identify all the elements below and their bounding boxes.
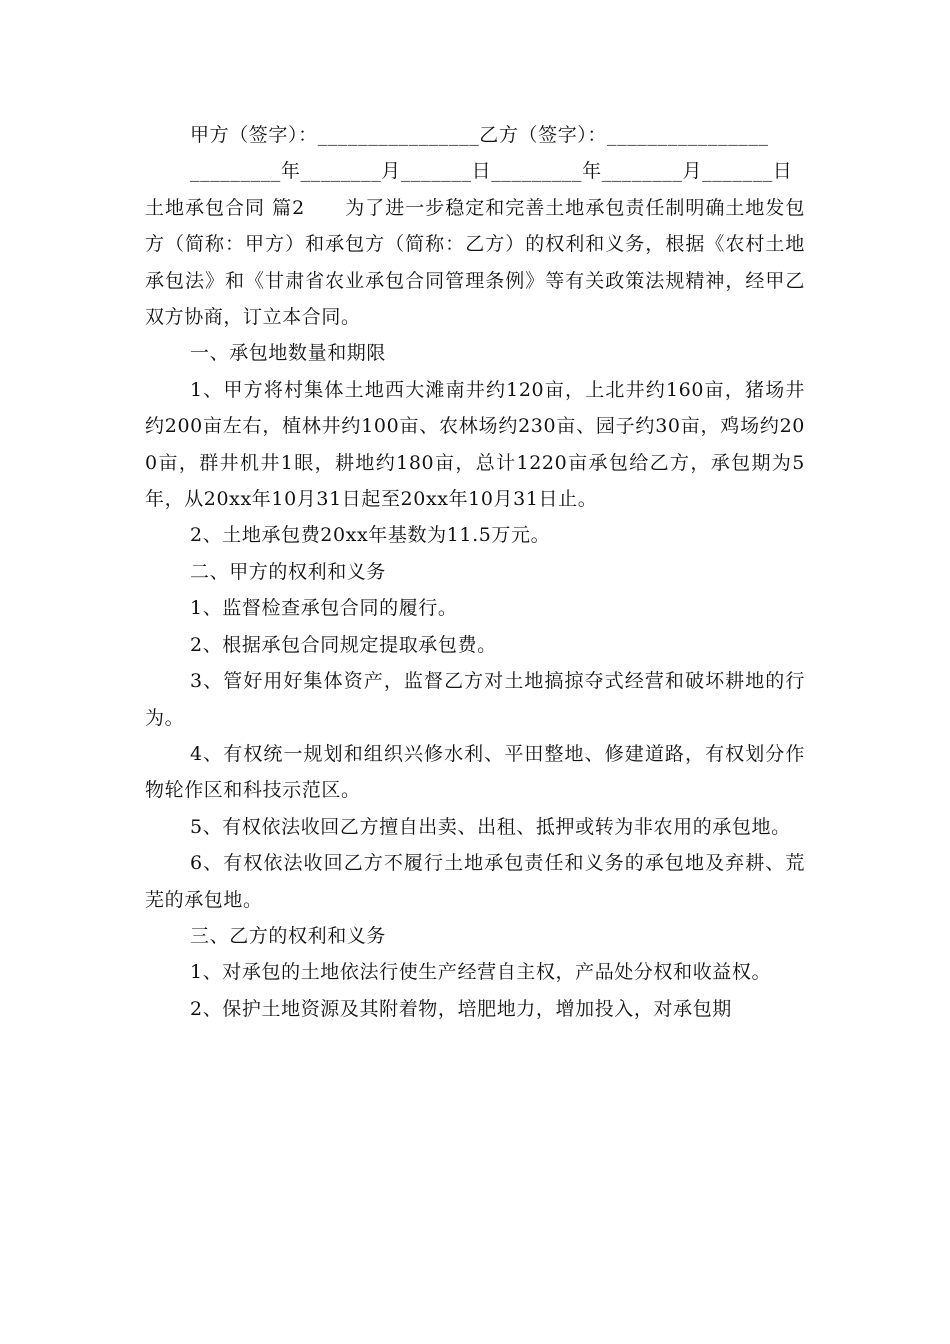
clause-3-2: 2、保护土地资源及其附着物，培肥地力，增加投入，对承包期 (190, 997, 732, 1020)
section-heading-3: 三、乙方的权利和义务 (190, 924, 387, 947)
clause-2-3: 3、管好用好集体资产，监督乙方对土地搞掠夺式经营和破坏耕地的行为。 (145, 670, 805, 729)
clause-3-1: 1、对承包的土地依法行使生产经营自主权，产品处分权和收益权。 (190, 961, 772, 984)
section-heading-2: 二、甲方的权利和义务 (190, 560, 387, 583)
contract-preamble: 土地承包合同 篇2 为了进一步稳定和完善土地承包责任制明确土地发包方（简称：甲方）和承包方（简称：乙方）的权利和义务，根据《农村土地承包法》和《甘肃省农业承包合同管理条例》等有关政策法规精神，经甲乙双方协商，订立本合同。 (145, 196, 805, 329)
clause-2-5: 5、有权依法收回乙方擅自出卖、出租、抵押或转为非农用的承包地。 (190, 815, 791, 838)
clause-1-1: 1、甲方将村集体土地西大滩南井约120亩，上北井约160亩，猪场井约200亩左右，植林井约100亩、农林场约230亩、园子约30亩，鸡场约200亩，群井机井1眼，耕地约180亩，总计1220亩承包给乙方，承包期为5年，从20xx年10月31日起至20xx年10月31日止。 (145, 378, 805, 511)
clause-1-2: 2、土地承包费20xx年基数为11.5万元。 (190, 524, 551, 547)
clause-2-4: 4、有权统一规划和组织兴修水利、平田整地、修建道路，有权划分作物轮作区和科技示范区。 (145, 742, 805, 802)
clause-2-2: 2、根据承包合同规定提取承包费。 (190, 633, 497, 656)
signature-line: 甲方（签字）：________________乙方（签字）：________________ (190, 124, 769, 146)
document-body (145, 117, 805, 1027)
date-line: _________年________月_______日_________年________月_______日 (190, 160, 793, 183)
clause-2-1: 1、监督检查承包合同的履行。 (190, 597, 458, 620)
section-heading-1: 一、承包地数量和期限 (190, 342, 387, 365)
clause-2-6: 6、有权依法收回乙方不履行土地承包责任和义务的承包地及弃耕、荒芜的承包地。 (145, 852, 805, 911)
